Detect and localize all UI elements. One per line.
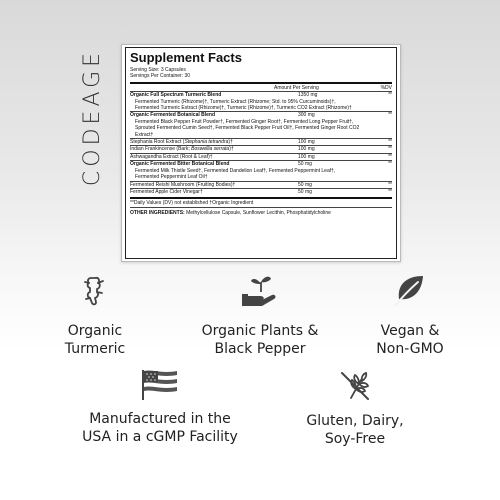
ingredient-amount: 100 mg (298, 153, 315, 160)
usa-flag-icon (141, 368, 179, 402)
facts-row (130, 112, 392, 118)
header-dv: %DV (380, 84, 392, 91)
ingredient-dv: ** (388, 146, 392, 153)
facts-row (130, 154, 392, 160)
facts-row (130, 92, 392, 98)
brand-name: CODEAGE (80, 48, 106, 186)
ingredient-name: Ashwagandha Extract (Root & Leaf)† (130, 153, 213, 160)
ingredient-dv: ** (388, 112, 392, 119)
blend-detail: Sprouted Fermented Cumin Seed†, Fermented Black Pepper Fruit Oil†, Fermented Ginger Root CO2 (135, 125, 360, 132)
blend-detail: Fermented Turmeric (Rhizome)†, Turmeric Extract (Rhizome; Std. to 95% Curcuminoids)†, (135, 98, 336, 105)
ingredient-amount: 50 mg (298, 161, 312, 168)
ingredient-name: Fermented Reishi Mushroom (Fruiting Bodies)† (130, 181, 236, 188)
servings-per-container: Servings Per Container: 30 (130, 73, 191, 80)
feature-label: Vegan & Non-GMO (376, 323, 444, 357)
ingredient-dv: ** (388, 161, 392, 168)
facts-row (130, 146, 392, 152)
divider (130, 197, 392, 199)
facts-title: Supplement Facts (130, 50, 242, 65)
feature-label: Manufactured in the USA in a cGMP Facility (82, 411, 238, 445)
ingredient-name: Organic Fermented Bitter Botanical Blend (130, 161, 230, 168)
header-amount: Amount Per Serving (274, 84, 319, 91)
feature-label: Organic Plants & Black Pepper (201, 323, 319, 357)
blend-detail: Fermented Peppermint Leaf Oil† (135, 174, 208, 181)
ingredient-dv: ** (388, 139, 392, 146)
ingredient-dv: ** (388, 153, 392, 160)
ingredient-dv: ** (388, 188, 392, 195)
serving-size: Serving Size: 3 Capsules (130, 67, 186, 73)
no-gluten-icon (337, 368, 373, 404)
ingredient-name: Indian Frankincense (Bark; Boswellia serrata)† (130, 146, 234, 153)
ingredient-amount: 100 mg (298, 146, 315, 153)
ingredient-name: Organic Full Spectrum Turmeric Blend (130, 92, 222, 99)
sprout-hand-icon (240, 272, 280, 308)
ingredient-amount: 50 mg (298, 188, 312, 195)
feature-vegan (360, 272, 460, 358)
ingredient-name: Fermented Apple Cider Vinegar† (130, 188, 203, 195)
blend-detail: Fermented Milk Thistle Seed†, Fermented Dandelion Leaf†, Fermented Peppermint Leaf†, (135, 167, 336, 174)
brand-logo (78, 42, 108, 192)
ingredient-dv: ** (388, 181, 392, 188)
turmeric-root-icon (77, 272, 113, 308)
feature-allergen-free (290, 368, 420, 448)
feature-label: Organic Turmeric (64, 323, 126, 357)
facts-row (130, 139, 392, 145)
supplement-facts-panel (125, 47, 397, 259)
blend-detail: Extract† (135, 131, 154, 138)
facts-footnote: **Daily Values (DV) not established †Organic Ingredient (130, 200, 254, 207)
leaf-icon (392, 272, 428, 308)
facts-row (130, 182, 392, 188)
ingredient-amount: 100 mg (298, 139, 315, 146)
feature-made-in-usa (75, 368, 245, 446)
ingredient-dv: ** (388, 92, 392, 99)
ingredient-name: Stephania Root Extract (Stephania tetrandra)† (130, 139, 233, 146)
feature-organic-plants (185, 272, 335, 358)
facts-row (130, 161, 392, 167)
other-ingredients: OTHER INGREDIENTS: Methylcellulose Capsule, Sunflower Lecithin, Phosphatidylcholine (130, 209, 331, 216)
facts-row (130, 189, 392, 195)
ingredient-name: Organic Fermented Botanical Blend (130, 112, 216, 119)
feature-label: Gluten, Dairy, Soy-Free (306, 413, 404, 447)
divider (130, 82, 392, 84)
ingredient-amount: 1350 mg (298, 92, 318, 99)
ingredient-amount: 300 mg (298, 112, 315, 119)
feature-organic-turmeric (40, 272, 150, 358)
ingredient-amount: 50 mg (298, 181, 312, 188)
blend-detail: Fermented Black Pepper Fruit Powder†, Fermented Ginger Root†, Fermented Long Pepper Fruit†, (135, 118, 354, 125)
blend-detail: Fermented Turmeric Extract (Rhizome)†, Turmeric (Rhizome)†, Turmeric CO2 Extract (Rhizome)† (135, 105, 352, 112)
divider (130, 207, 392, 208)
